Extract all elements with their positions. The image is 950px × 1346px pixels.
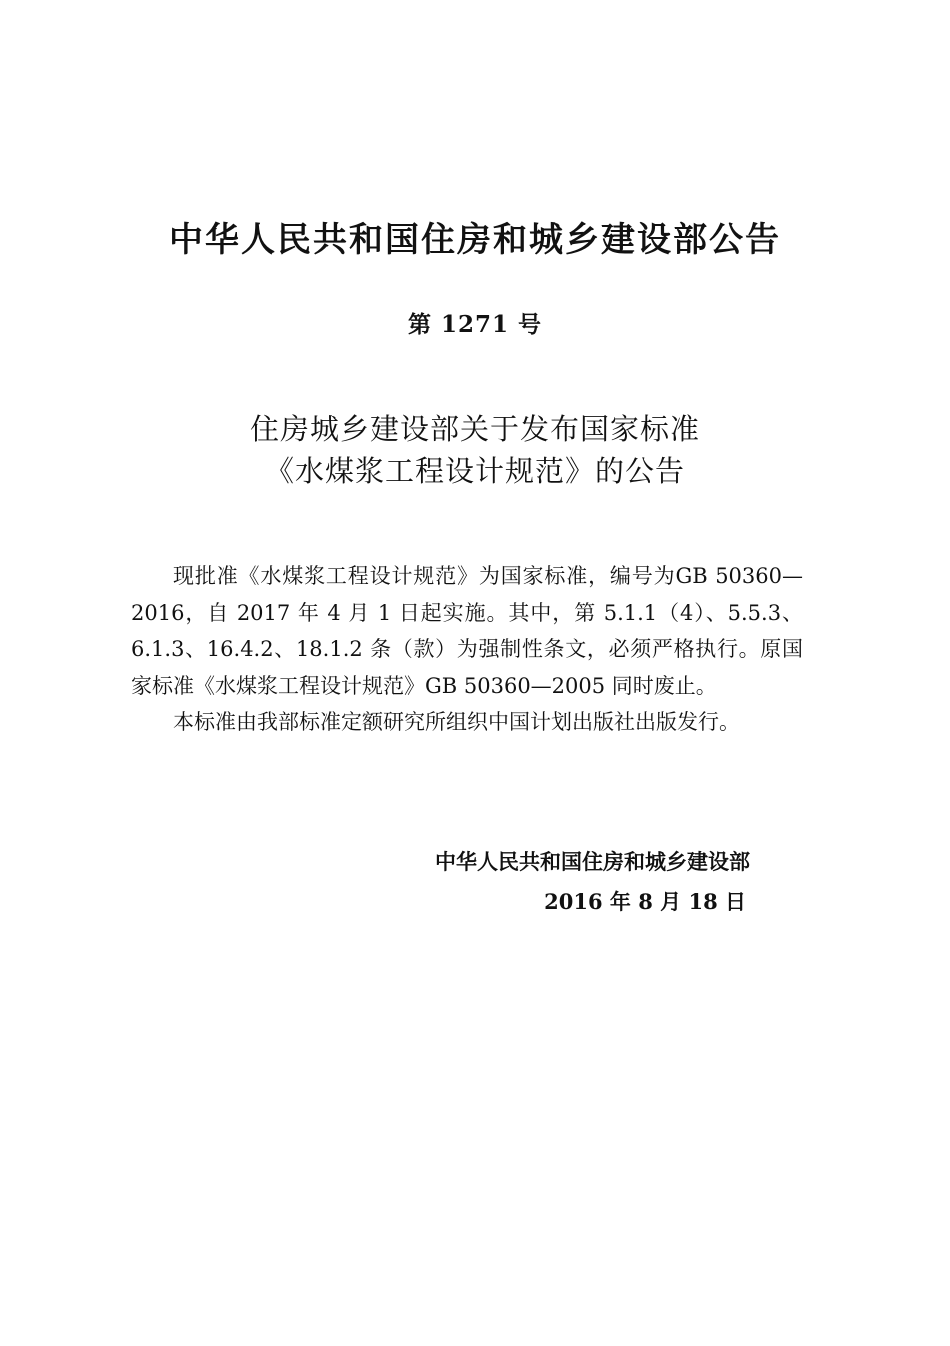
body-paragraph-1: 现批准《水煤浆工程设计规范》为国家标准，编号为GB 50360—2016，自 2017 年 4 月 1 日起实施。其中，第 5.1.1（4）、5.5.3、6.1.3、16.4.2、18.1.2 条（款）为强制性条文，必须严格执行。原国家标准《水煤浆工程设计规范》GB 50360—2005 同时废止。 — [131, 564, 803, 698]
subtitle-line-1: 住房城乡建设部关于发布国家标准 — [249, 412, 700, 446]
announcement-subtitle — [0, 408, 950, 492]
issue-date: 2016 年 8 月 18 日 — [544, 889, 746, 914]
signature-block — [435, 842, 750, 922]
announcement-body — [131, 558, 803, 741]
announcement-title: 中华人民共和国住房和城乡建设部公告 — [169, 220, 781, 260]
subtitle-line-2: 《水煤浆工程设计规范》的公告 — [264, 454, 685, 488]
issuer-name: 中华人民共和国住房和城乡建设部 — [435, 850, 750, 874]
body-paragraph-2: 本标准由我部标准定额研究所组织中国计划出版社出版发行。 — [173, 710, 740, 734]
announcement-number: 第 1271 号 — [407, 311, 543, 338]
